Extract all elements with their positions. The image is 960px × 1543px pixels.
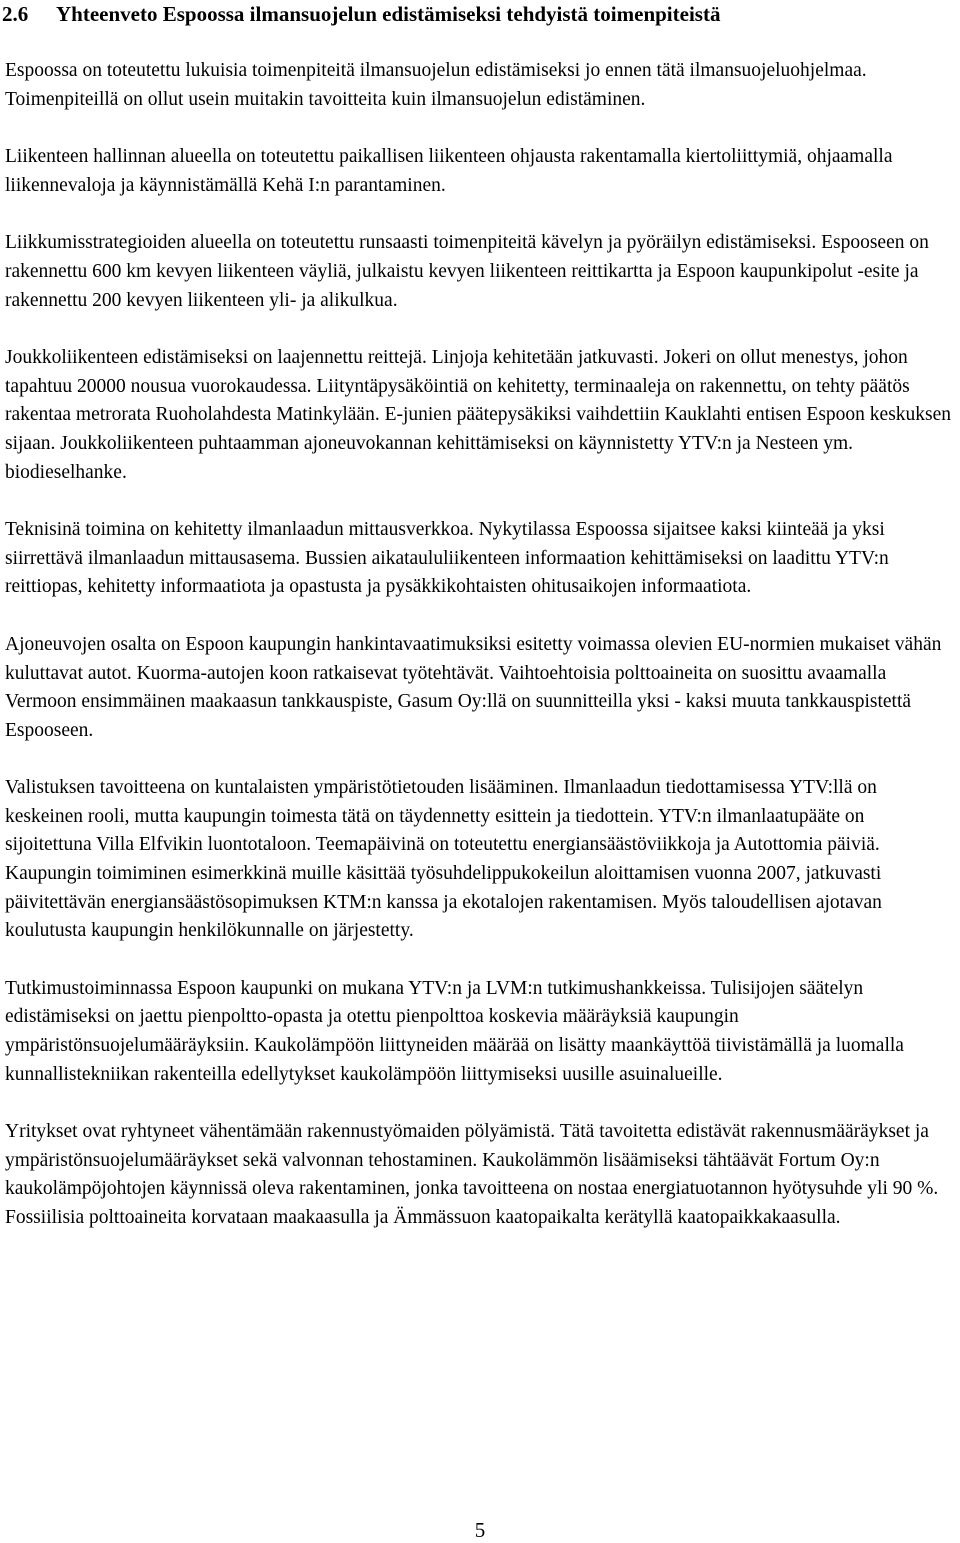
paragraph-public-transport: Joukkoliikenteen edistämiseksi on laajennettu reittejä. Linjoja kehitetään jatkuvasti. Jokeri on ollut menestys, johon tapahtuu 20000 nousua vuorokaudessa. Liityntäpysäköintiä on kehitetty, terminaaleja on rakennettu, on tehty päätös rakentaa metrorata Ruoholahdesta Matinkylään. E-junien päätepysäkiksi vaihdettiin Kauklahti entisen Espoon keskuksen sijaan. Joukkoliikenteen puhtaamman ajoneuvokannan kehittämiseksi on käynnistetty YTV:n ja Nesteen ym. biodieselhanke. bbox=[5, 347, 952, 483]
page-number: 5 bbox=[474, 1518, 486, 1542]
paragraph-mobility-strategies: Liikkumisstrategioiden alueella on toteutettu runsaasti toimenpiteitä kävelyn ja pyöräilyn edistämiseksi. Espooseen on rakennettu 600 km kevyen liikenteen väyliä, julkaistu kevyen liikenteen reittikartta ja Espoon kaupunkipolut -esite ja rakennettu 200 kevyen liikenteen yli- ja alikulkua. bbox=[5, 232, 929, 311]
section-heading bbox=[2, 0, 958, 28]
paragraph-traffic-management: Liikenteen hallinnan alueella on toteutettu paikallisen liikenteen ohjausta rakentamalla kiertoliittymiä, ohjaamalla liikennevaloja ja käynnistämällä Kehä I:n parantaminen. bbox=[5, 146, 893, 196]
body-text bbox=[5, 57, 953, 1262]
section-title: Yhteenveto Espoossa ilmansuojelun edistämiseksi tehdyistä toimenpiteistä bbox=[56, 2, 721, 26]
section-number: 2.6 bbox=[2, 2, 29, 26]
paragraph-technical-measures: Teknisinä toimina on kehitetty ilmanlaadun mittausverkkoa. Nykytilassa Espoossa sijaitsee kaksi kiinteää ja yksi siirrettävä ilmanlaadun mittausasema. Bussien aikataululiikenteen informaation kehittämiseksi on laadittu YTV:n reittiopas, kehitetty informaatiota ja opastusta ja pysäkkikohtaisten ohitusaikojen informaatiota. bbox=[5, 519, 889, 598]
paragraph-education: Valistuksen tavoitteena on kuntalaisten ympäristötietouden lisääminen. Ilmanlaadun tiedottamisessa YTV:llä on keskeinen rooli, mutta kaupungin toimesta tätä on täydennetty esittein ja tiedottein. YTV:n ilmanlaatupääte on sijoitettuna Villa Elfvikin luontotaloon. Teemapäivinä on toteutettu energiansäästöviikkoja ja Autottomia päiviä. Kaupungin toimiminen esimerkkinä muille käsittää työsuhdelippukokeilun aloittamisen vuonna 2007, jatkuvasti päivitettävän energiansäästösopimuksen KTM:n kanssa ja ekotalojen rakentamisen. Myös taloudellisen ajotavan koulutusta kaupungin henkilökunnalle on järjestetty. bbox=[5, 777, 882, 942]
paragraph-vehicles: Ajoneuvojen osalta on Espoon kaupungin hankintavaatimuksiksi esitetty voimassa olevien EU-normien mukaiset vähän kuluttavat autot. Kuorma-autojen koon ratkaisevat työtehtävät. Vaihtoehtoisia polttoaineita on suosittu avaamalla Vermoon ensimmäinen maakaasun tankkauspiste, Gasum Oy:llä on suunnitteilla yksi - kaksi muuta tankkauspistettä Espooseen. bbox=[5, 633, 942, 741]
paragraph-research: Tutkimustoiminnassa Espoon kaupunki on mukana YTV:n ja LVM:n tutkimushankkeissa. Tulisijojen säätelyn edistämiseksi on jaettu pienpoltto-opasta ja otettu pienpolttoa koskevia määräyksiä kaupungin ympäristönsuojelumääräyksiin. Kaukolämpöön liittyneiden määrää on lisätty maankäyttöä tiivistämällä ja luomalla kunnallistekniikan rakenteilla edellytykset kaukolämpöön liittymiseksi uusille asuinalueille. bbox=[5, 977, 904, 1085]
paragraph-intro: Espoossa on toteutettu lukuisia toimenpiteitä ilmansuojelun edistämiseksi jo ennen tätä ilmansuojeluohjelmaa. Toimenpiteillä on ollut usein muitakin tavoitteita kuin ilmansuojelun edistäminen. bbox=[5, 60, 867, 110]
paragraph-companies: Yritykset ovat ryhtyneet vähentämään rakennustyömaiden pölyämistä. Tätä tavoitetta edistävät rakennusmääräykset ja ympäristönsuojelumääräykset sekä valvonnan tehostaminen. Kaukolämmön lisäämiseksi tähtäävät Fortum Oy:n kaukolämpöjohtojen käynnissä oleva rakentaminen, jonka tavoitteena on nostaa energiatuotannon hyötysuhde yli 90 %. Fossiilisia polttoaineita korvataan maakaasulla ja Ämmässuon kaatopaikalta kerätyllä kaatopaikkakaasulla. bbox=[5, 1121, 939, 1228]
